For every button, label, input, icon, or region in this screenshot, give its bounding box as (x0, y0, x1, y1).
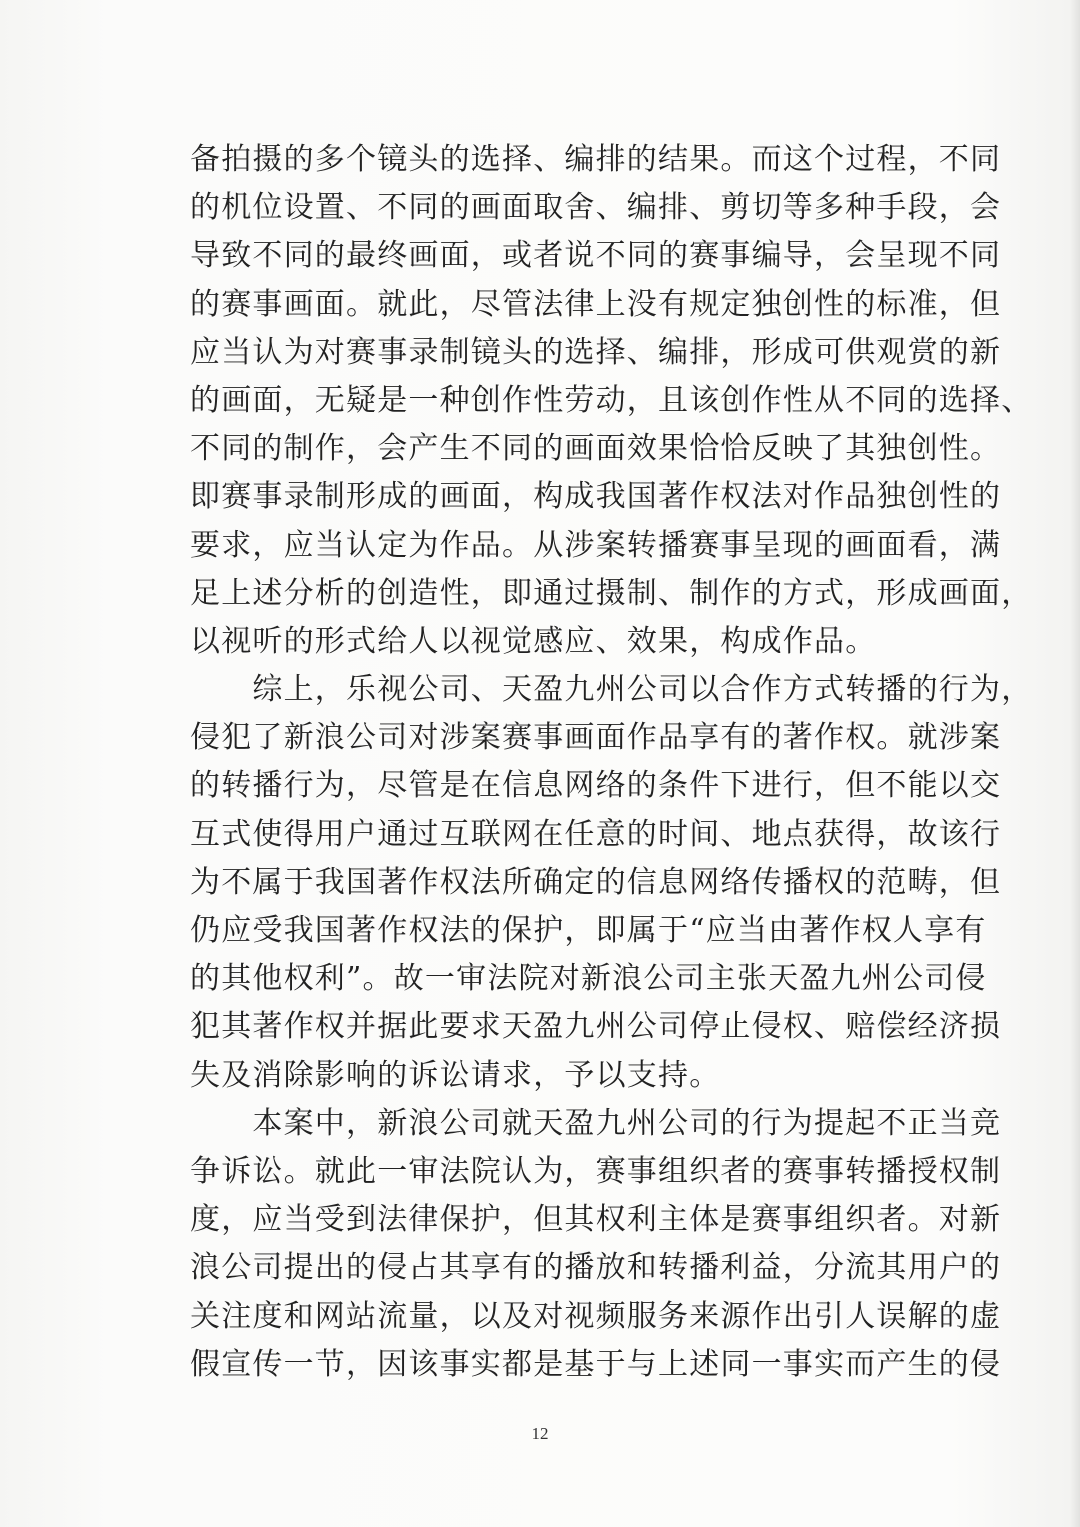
text-line: 失及消除影响的诉讼请求，予以支持。 (190, 1057, 721, 1093)
text-line: 的转播行为，尽管是在信息网络的条件下进行，但不能以交 (190, 768, 1002, 804)
page-number: 12 (531, 1424, 549, 1443)
text-line: 综上，乐视公司、天盈九州公司以合作方式转播的行为， (190, 672, 1033, 708)
text-line: 即赛事录制形成的画面，构成我国著作权法对作品独创性的 (190, 479, 1002, 515)
text-line: 以视听的形式给人以视觉感应、效果，构成作品。 (190, 623, 877, 659)
text-line: 争诉讼。就此一审法院认为，赛事组织者的赛事转播授权制 (190, 1153, 1002, 1189)
text-line: 为不属于我国著作权法所确定的信息网络传播权的范畴，但 (190, 864, 1002, 900)
text-line: 足上述分析的创造性，即通过摄制、制作的方式，形成画面， (190, 575, 1033, 611)
text-line: 本案中，新浪公司就天盈九州公司的行为提起不正当竞 (190, 1105, 1002, 1141)
text-line: 的赛事画面。就此，尽管法律上没有规定独创性的标准，但 (190, 286, 1002, 322)
page-edge-shadow (1070, 0, 1080, 1527)
text-line: 关注度和网站流量，以及对视频服务来源作出引人误解的虚 (190, 1298, 1002, 1334)
text-line: 假宣传一节，因该事实都是基于与上述同一事实而产生的侵 (190, 1346, 1002, 1382)
text-line: 犯其著作权并据此要求天盈九州公司停止侵权、赔偿经济损 (190, 1009, 1002, 1045)
text-line: 的画面，无疑是一种创作性劳动，且该创作性从不同的选择、 (190, 382, 1033, 418)
text-line: 备拍摄的多个镜头的选择、编排的结果。而这个过程，不同 (190, 142, 1002, 177)
text-line: 侵犯了新浪公司对涉案赛事画面作品享有的著作权。就涉案 (190, 720, 1002, 756)
text-line: 浪公司提出的侵占其享有的播放和转播利益，分流其用户的 (190, 1250, 1002, 1286)
text-line: 应当认为对赛事录制镜头的选择、编排，形成可供观赏的新 (190, 334, 1002, 370)
text-line: 要求，应当认定为作品。从涉案转播赛事呈现的画面看，满 (190, 527, 1002, 563)
text-line: 的其他权利”。故一审法院对新浪公司主张天盈九州公司侵 (190, 961, 987, 997)
text-line: 互式使得用户通过互联网在任意的时间、地点获得，故该行 (190, 816, 1002, 852)
text-line: 度，应当受到法律保护，但其权利主体是赛事组织者。对新 (190, 1202, 1002, 1238)
document-body (190, 136, 1033, 1389)
text-line: 的机位设置、不同的画面取舍、编排、剪切等多种手段，会 (190, 190, 1002, 226)
text-line: 不同的制作，会产生不同的画面效果恰恰反映了其独创性。 (190, 431, 1002, 467)
text-line: 仍应受我国著作权法的保护，即属于“应当由著作权人享有 (190, 913, 987, 948)
text-line: 导致不同的最终画面，或者说不同的赛事编导，会呈现不同 (190, 238, 1002, 274)
